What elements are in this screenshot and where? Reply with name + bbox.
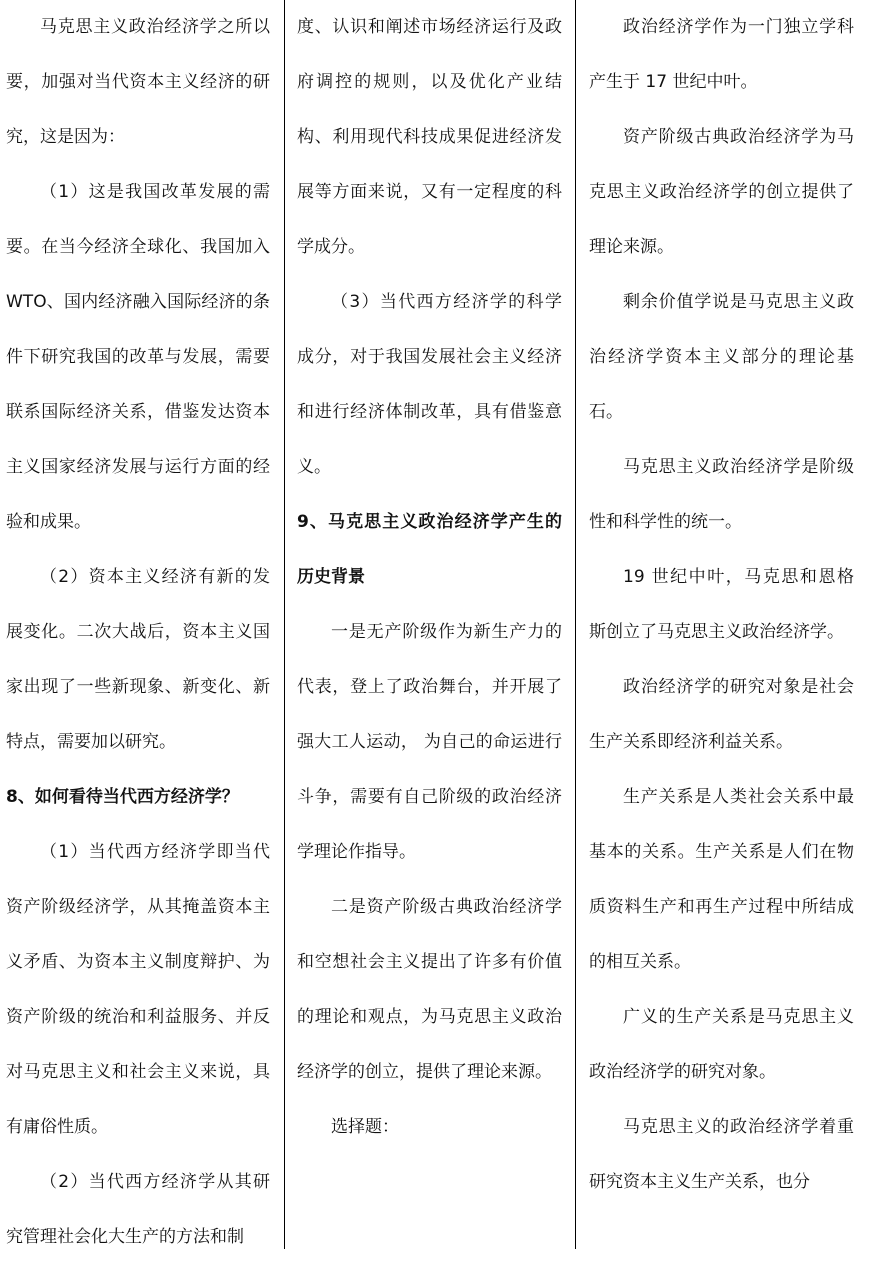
paragraph: 选择题： [331, 1117, 399, 1137]
paragraph: 政治经济学作为一门独立学科产生于 17 世纪中叶。 [589, 17, 854, 92]
section-heading: 8、如何看待当代西方经济学？ [6, 787, 239, 807]
paragraph: 二是资产阶级古典政治经济学和空想社会主义提出了许多有价值的理论和观点，为马克思主义政治经济学的创立，提供了理论来源。 [297, 897, 562, 1082]
paragraph: 马克思主义政治经济学是阶级性和科学性的统一。 [589, 457, 854, 532]
paragraph: 广义的生产关系是马克思主义政治经济学的研究对象。 [589, 1007, 854, 1082]
paragraph: （2）资本主义经济有新的发展变化。二次大战后，资本主义国家出现了一些新现象、新变化、新特点，需要加以研究。 [6, 567, 270, 752]
paragraph: （1）这是我国改革发展的需要。在当今经济全球化、我国加入 WTO、国内经济融入国际经济的条件下研究我国的改革与发展，需要联系国际经济关系，借鉴发达资本主义国家经济发展与运行方面的经验和成果。 [6, 182, 270, 532]
paragraph: 19 世纪中叶，马克思和恩格斯创立了马克思主义政治经济学。 [589, 567, 854, 642]
paragraph: 生产关系是人类社会关系中最基本的关系。生产关系是人们在物质资料生产和再生产过程中所结成的相互关系。 [589, 787, 854, 972]
section-heading: 9、马克思主义政治经济学产生的历史背景 [297, 512, 562, 587]
paragraph: 马克思主义的政治经济学着重研究资本主义生产关系，也分 [589, 1117, 854, 1192]
text-column-2 [297, 0, 562, 1249]
paragraph: 政治经济学的研究对象是社会生产关系即经济利益关系。 [589, 677, 854, 752]
paragraph: 资产阶级古典政治经济学为马克思主义政治经济学的创立提供了理论来源。 [589, 127, 854, 257]
paragraph: 度、认识和阐述市场经济运行及政府调控的规则，以及优化产业结构、利用现代科技成果促进经济发展等方面来说，又有一定程度的科学成分。 [297, 17, 562, 257]
paragraph: 剩余价值学说是马克思主义政治经济学资本主义部分的理论基石。 [589, 292, 854, 422]
paragraph: 马克思主义政治经济学之所以要，加强对当代资本主义经济的研究，这是因为： [6, 17, 270, 147]
paragraph: （3）当代西方经济学的科学成分，对于我国发展社会主义经济和进行经济体制改革，具有借鉴意义。 [297, 292, 562, 477]
text-column-1 [6, 0, 270, 1249]
paragraph: 一是无产阶级作为新生产力的代表，登上了政治舞台，并开展了强大工人运动， 为自己的命运进行斗争，需要有自己阶级的政治经济学理论作指导。 [297, 622, 562, 862]
text-column-3 [589, 0, 854, 1249]
paragraph: （2）当代西方经济学从其研究管理社会化大生产的方法和制 [6, 1172, 270, 1247]
column-divider-1 [284, 0, 285, 1249]
column-divider-2 [575, 0, 576, 1249]
paragraph: （1）当代西方经济学即当代资产阶级经济学，从其掩盖资本主义矛盾、为资本主义制度辩护、为资产阶级的统治和利益服务、并反对马克思主义和社会主义来说，具有庸俗性质。 [6, 842, 270, 1137]
